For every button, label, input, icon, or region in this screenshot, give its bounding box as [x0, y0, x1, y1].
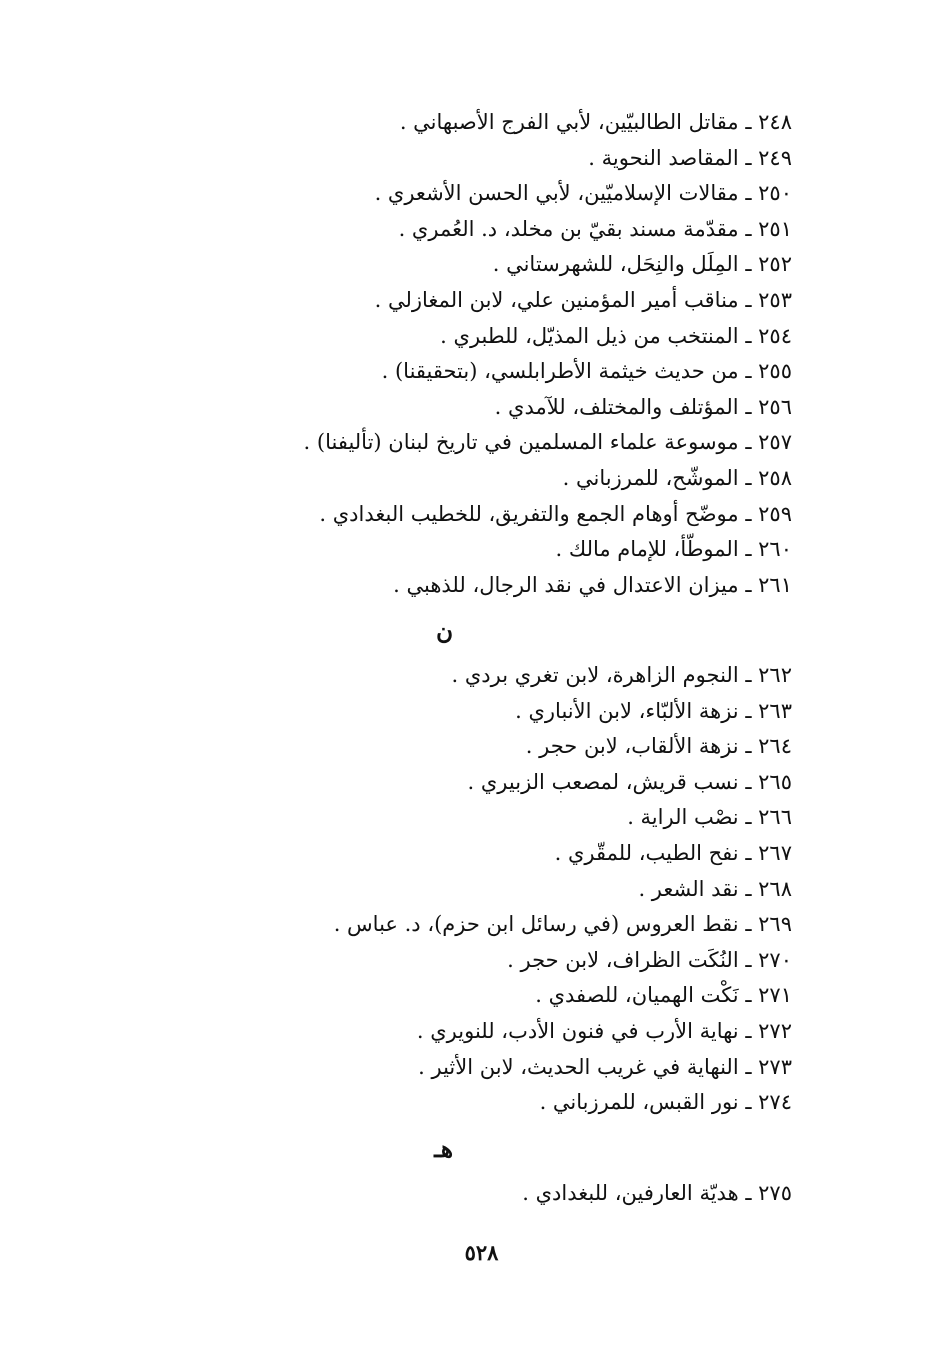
bibliography-entry: ٢٥٩ ـ موضّح أوهام الجمع والتفريق، للخطيب البغدادي . — [319, 501, 792, 526]
bibliography-entry: ٢٦١ ـ ميزان الاعتدال في نقد الرجال، للذهبي . — [393, 572, 792, 597]
page-number: ٥٢٨ — [464, 1240, 499, 1265]
bibliography-entry: ٢٧٠ ـ النُكَت الظراف، لابن حجر . — [507, 947, 792, 972]
section-letter-heading: هـ — [434, 1136, 453, 1163]
bibliography-entry: ٢٧٤ ـ نور القبس، للمرزباني . — [539, 1090, 792, 1115]
bibliography-entry: ٢٤٨ ـ مقاتل الطالبيّين، لأبي الفرج الأصبهاني . — [399, 110, 792, 134]
bibliography-entry: ٢٦٠ ـ الموطّأ، للإمام مالك . — [555, 537, 792, 562]
bibliography-entry: ٢٥٧ ـ موسوعة علماء المسلمين في تاريخ لبنان (تأليفنا) . — [303, 430, 792, 455]
bibliography-entry: ٢٦٤ ـ نزهة الألقاب، لابن حجر . — [525, 734, 792, 759]
bibliography-entry: ٢٥٠ ـ مقالات الإسلاميّين، لأبي الحسن الأشعري . — [374, 181, 792, 206]
bibliography-entry: ٢٦٦ ـ نصْب الراية . — [627, 805, 792, 830]
bibliography-entry: ٢٤٩ ـ المقاصد النحوية . — [588, 145, 792, 170]
bibliography-entry: ٢٦٢ ـ النجوم الزاهرة، لابن تغري بردي . — [451, 663, 792, 687]
bibliography-section-ha — [192, 1176, 792, 1212]
bibliography-section-nun — [192, 658, 792, 1121]
bibliography-entry: ٢٦٥ ـ نسب قريش، لمصعب الزبيري . — [467, 769, 792, 794]
bibliography-entry: ٢٧٢ ـ نهاية الأرب في فنون الأدب، للنويري . — [416, 1018, 792, 1043]
bibliography-entry: ٢٥٣ ـ مناقب أمير المؤمنين علي، لابن المغازلي . — [374, 287, 792, 312]
bibliography-entry: ٢٦٧ ـ نفح الطيب، للمقّري . — [554, 840, 792, 865]
bibliography-entry: ٢٥٦ ـ المؤتلف والمختلف، للآمدي . — [494, 394, 792, 419]
bibliography-entry: ٢٥٥ ـ من حديث خيثمة الأطرابلسي، (بتحقيقنا) . — [381, 359, 792, 384]
bibliography-entry: ٢٦٨ ـ نقد الشعر . — [638, 876, 792, 901]
bibliography-entry: ٢٧٣ ـ النهاية في غريب الحديث، لابن الأثير . — [418, 1054, 792, 1079]
bibliography-entry: ٢٧٥ ـ هديّة العارفين، للبغدادي . — [522, 1181, 792, 1205]
bibliography-section-mim — [192, 105, 792, 603]
bibliography-entry: ٢٥٢ ـ المِلَل والنِحَل، للشهرستاني . — [492, 252, 792, 277]
bibliography-entry: ٢٧١ ـ نَكْت الهميان، للصفدي . — [535, 983, 792, 1008]
bibliography-entry: ٢٦٩ ـ نقط العروس (في رسائل ابن حزم)، د. عباس . — [333, 912, 792, 937]
section-letter-heading: ن — [436, 618, 453, 645]
bibliography-entry: ٢٦٣ ـ نزهة الألبّاء، لابن الأنباري . — [515, 698, 792, 723]
bibliography-entry: ٢٥١ ـ مقدّمة مسند بقيّ بن مخلد، د. العُمري . — [398, 216, 792, 241]
bibliography-entry: ٢٥٨ ـ الموشّح، للمرزباني . — [562, 465, 792, 490]
bibliography-entry: ٢٥٤ ـ المنتخب من ذيل المذيّل، للطبري . — [440, 323, 792, 348]
